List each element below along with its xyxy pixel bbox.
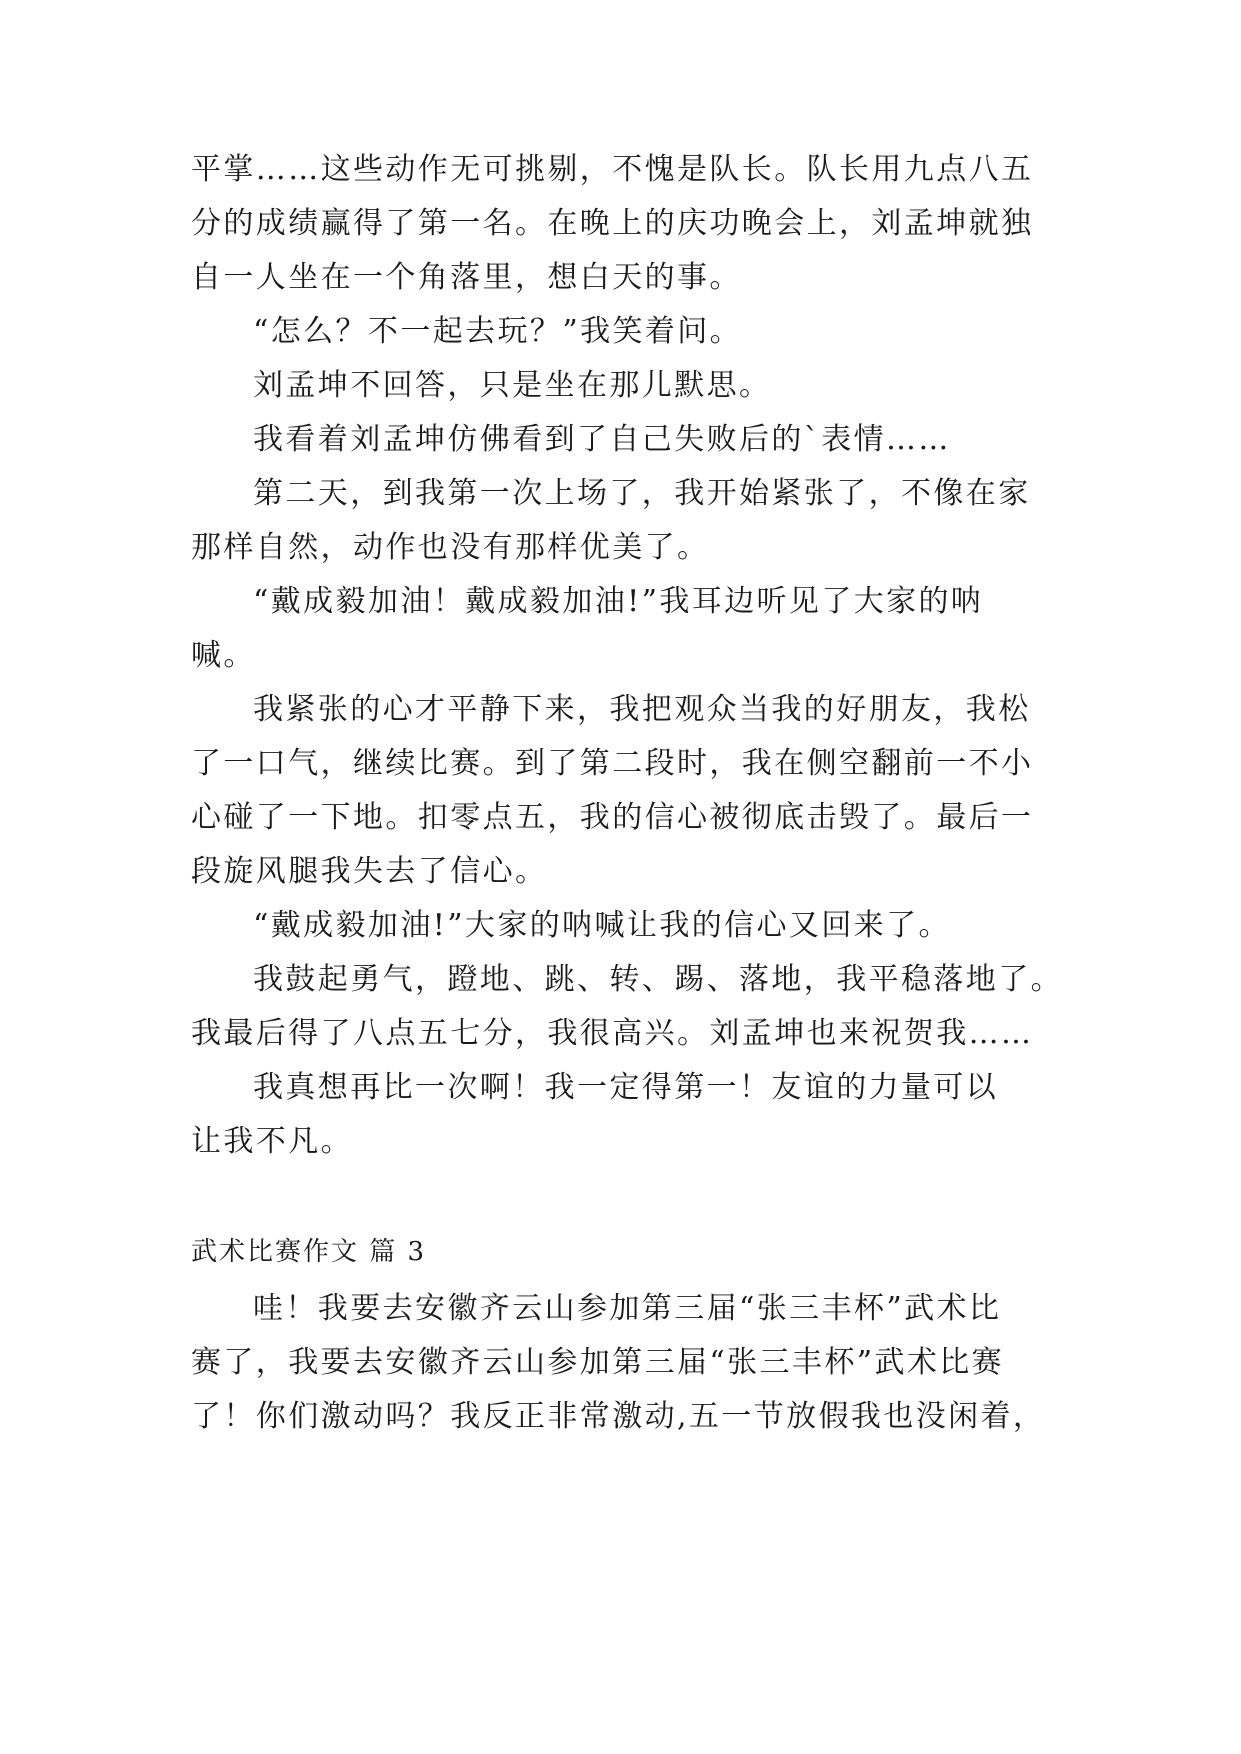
paragraph-line: 喊。 — [191, 638, 256, 673]
paragraph-line: “戴成毅加油!”大家的呐喊让我的信心又回来了。 — [253, 908, 951, 943]
paragraph-line: “怎么？不一起去玩？”我笑着问。 — [253, 314, 743, 349]
paragraph-line: 心碰了一下地。扣零点五，我的信心被彻底击毁了。最后一 — [191, 800, 1034, 835]
paragraph-line: 第二天，到我第一次上场了，我开始紧张了，不像在家 — [253, 476, 1031, 511]
paragraph-line: 哇！我要去安徽齐云山参加第三届“张三丰杯”武术比 — [253, 1291, 1002, 1326]
paragraph-line: 我鼓起勇气，蹬地、跳、转、踢、落地，我平稳落地了。 — [253, 962, 1063, 997]
paragraph-line: 我看着刘孟坤仿佛看到了自己失败后的`表情…… — [253, 422, 951, 457]
paragraph-line: 平掌……这些动作无可挑剔，不愧是队长。队长用九点八五 — [191, 152, 1034, 187]
paragraph-line: 了！你们激动吗？我反正非常激动,五一节放假我也没闲着， — [191, 1399, 1046, 1434]
paragraph-line: 那样自然，动作也没有那样优美了。 — [191, 530, 710, 565]
paragraph-line: 刘孟坤不回答，只是坐在那儿默思。 — [253, 368, 772, 403]
paragraph-line: “戴成毅加油！戴成毅加油!”我耳边听见了大家的呐 — [253, 584, 984, 619]
paragraph-line: 我真想再比一次啊！我一定得第一！友谊的力量可以 — [253, 1070, 999, 1105]
section-heading: 武术比赛作文 篇 3 — [191, 1237, 427, 1267]
paragraph-line: 让我不凡。 — [191, 1124, 353, 1159]
paragraph-line: 赛了，我要去安徽齐云山参加第三届“张三丰杯”武术比赛 — [191, 1345, 1005, 1380]
paragraph-line: 分的成绩赢得了第一名。在晚上的庆功晚会上，刘孟坤就独 — [191, 206, 1034, 241]
paragraph-line: 我最后得了八点五七分，我很高兴。刘孟坤也来祝贺我…… — [191, 1016, 1034, 1051]
paragraph-line: 我紧张的心才平静下来，我把观众当我的好朋友，我松 — [253, 692, 1031, 727]
paragraph-line: 了一口气，继续比赛。到了第二段时，我在侧空翻前一不小 — [191, 746, 1034, 781]
paragraph-line: 自一人坐在一个角落里，想白天的事。 — [191, 260, 742, 295]
paragraph-line: 段旋风腿我失去了信心。 — [191, 854, 548, 889]
